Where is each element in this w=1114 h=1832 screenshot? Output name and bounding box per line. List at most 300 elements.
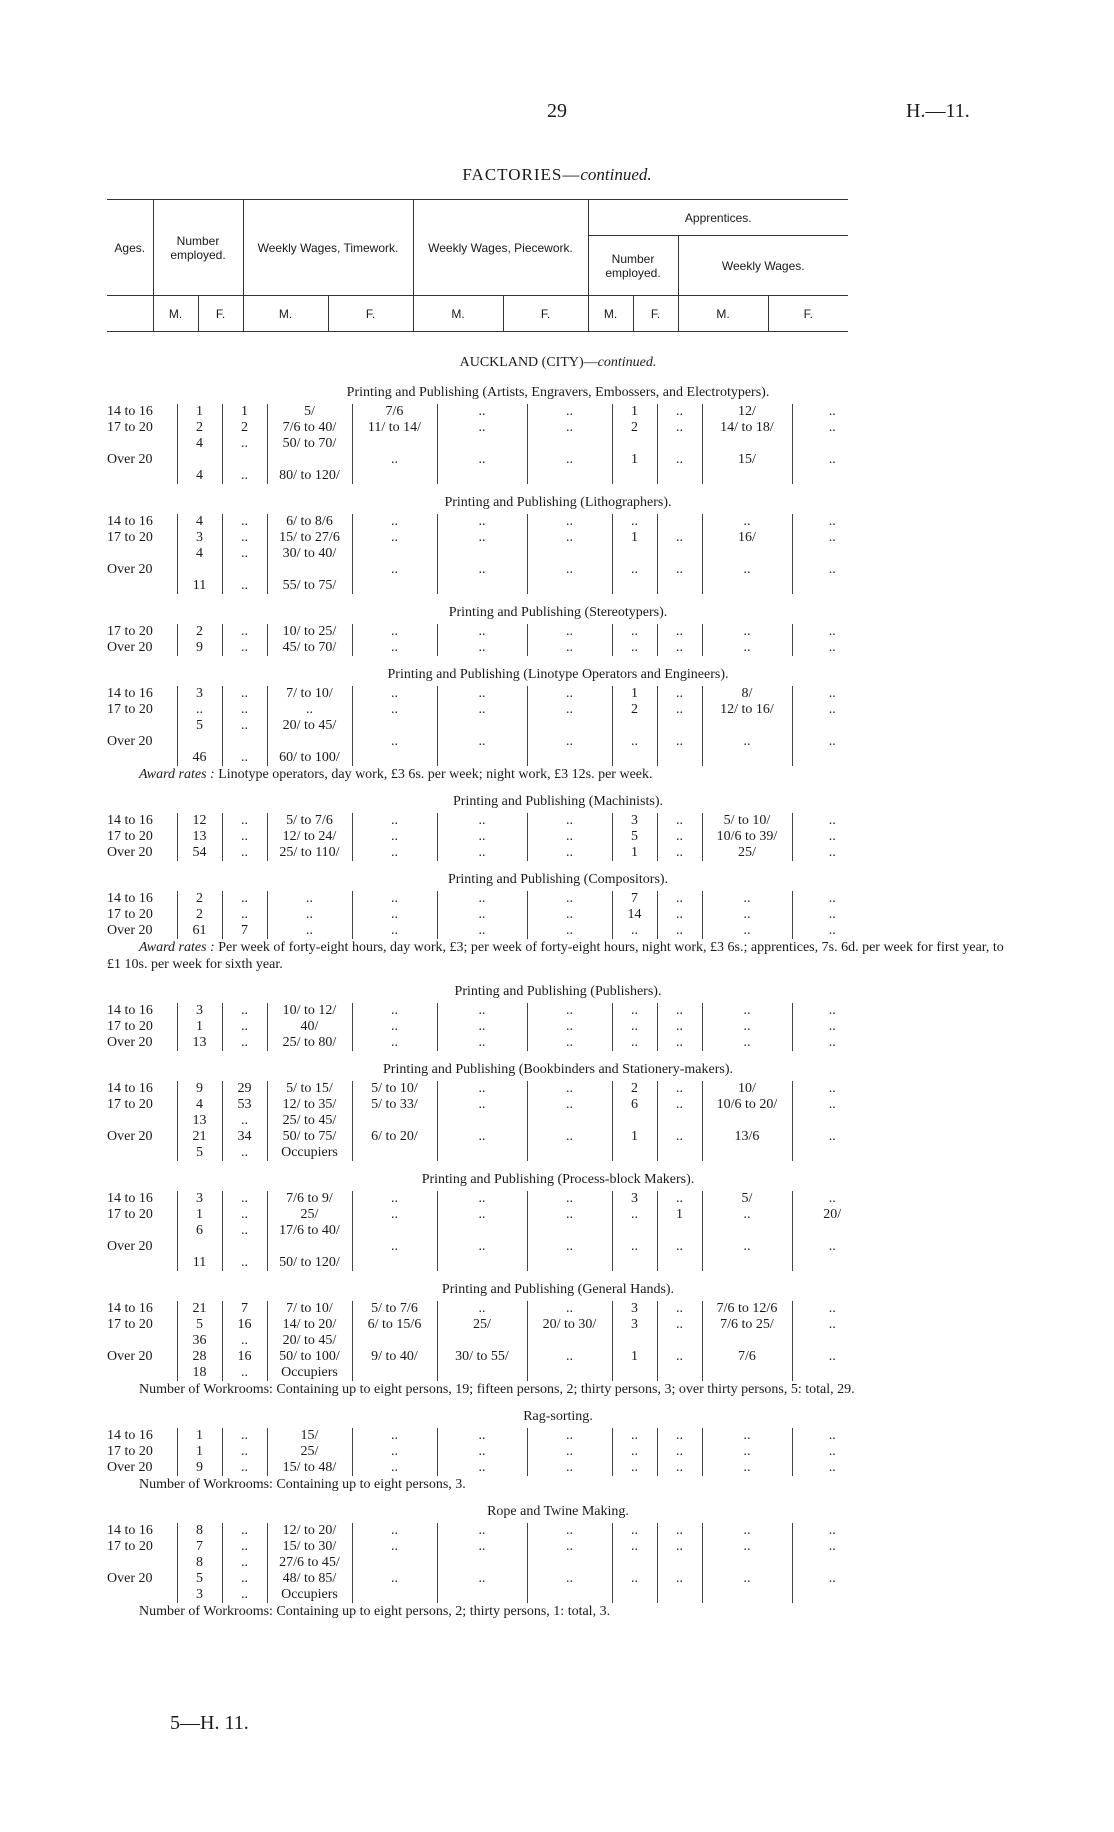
- value-cell: 1: [612, 452, 657, 468]
- table-row: [107, 514, 872, 530]
- age-cell: 14 to 16: [107, 1301, 153, 1316]
- value-cell: ..: [437, 1571, 527, 1587]
- value-cell: [222, 734, 267, 750]
- value-cell: ..: [792, 1428, 872, 1444]
- value-cell: ..: [657, 1129, 702, 1145]
- header-m: M.: [243, 296, 328, 332]
- value-cell: [612, 1333, 657, 1349]
- value-cell: ..: [222, 1571, 267, 1587]
- value-cell: 5: [177, 1145, 222, 1161]
- value-cell: ..: [792, 640, 872, 656]
- value-cell: 25/ to 45/: [267, 1113, 352, 1129]
- value-cell: ..: [527, 1444, 612, 1460]
- workrooms-note: [107, 1603, 1009, 1620]
- value-cell: ..: [657, 452, 702, 468]
- table-row: [107, 562, 872, 578]
- value-cell: 20/ to 30/: [527, 1317, 612, 1333]
- value-cell: ..: [527, 907, 612, 923]
- value-cell: ..: [657, 891, 702, 907]
- value-cell: [352, 1587, 437, 1603]
- value-cell: ..: [612, 562, 657, 578]
- value-cell: ..: [222, 546, 267, 562]
- value-cell: 45/ to 70/: [267, 640, 352, 656]
- value-cell: 50/ to 100/: [267, 1349, 352, 1365]
- value-cell: [352, 718, 437, 734]
- value-cell: [177, 1239, 222, 1255]
- value-cell: 9: [177, 1081, 222, 1097]
- value-cell: 7/6 to 9/: [267, 1191, 352, 1207]
- value-cell: [792, 546, 872, 562]
- value-cell: ..: [612, 1428, 657, 1444]
- age-cell: 17 to 20: [107, 530, 153, 545]
- value-cell: ..: [222, 1539, 267, 1555]
- value-cell: 3: [177, 686, 222, 702]
- value-cell: [527, 1333, 612, 1349]
- value-cell: ..: [352, 813, 437, 829]
- value-cell: 14/ to 20/: [267, 1317, 352, 1333]
- value-cell: ..: [702, 1571, 792, 1587]
- value-cell: ..: [657, 1539, 702, 1555]
- value-cell: ..: [527, 420, 612, 436]
- value-cell: 13: [177, 1113, 222, 1129]
- age-cell: [107, 1113, 177, 1129]
- table-row: [107, 923, 872, 939]
- table-row: [107, 640, 872, 656]
- value-cell: 7/6 to 25/: [702, 1317, 792, 1333]
- value-cell: ..: [222, 891, 267, 907]
- value-cell: ..: [527, 1428, 612, 1444]
- value-cell: ..: [657, 1428, 702, 1444]
- value-cell: ..: [527, 845, 612, 861]
- value-cell: 15/ to 30/: [267, 1539, 352, 1555]
- value-cell: [437, 578, 527, 594]
- table-row: [107, 1145, 872, 1161]
- value-cell: ..: [792, 1523, 872, 1539]
- value-cell: 12/ to 16/: [702, 702, 792, 718]
- age-cell: 17 to 20: [107, 1097, 153, 1112]
- value-cell: 25/: [702, 845, 792, 861]
- value-cell: [657, 436, 702, 452]
- value-cell: ..: [527, 1019, 612, 1035]
- section-table: [107, 1428, 872, 1476]
- value-cell: [702, 718, 792, 734]
- table-row: [107, 907, 872, 923]
- value-cell: 60/ to 100/: [267, 750, 352, 766]
- table-row: [107, 1539, 872, 1555]
- value-cell: 6/ to 8/6: [267, 514, 352, 530]
- value-cell: ..: [612, 734, 657, 750]
- value-cell: [267, 562, 352, 578]
- value-cell: ..: [437, 734, 527, 750]
- value-cell: 5: [177, 718, 222, 734]
- table-row: [107, 1223, 872, 1239]
- age-cell: Over 20: [107, 1571, 153, 1586]
- table-row: [107, 1239, 872, 1255]
- value-cell: 7: [222, 1301, 267, 1317]
- value-cell: 25/: [267, 1207, 352, 1223]
- value-cell: [657, 468, 702, 484]
- value-cell: ..: [352, 1460, 437, 1476]
- header-m: M.: [678, 296, 768, 332]
- table-row: [107, 1460, 872, 1476]
- age-cell: 14 to 16: [107, 1191, 153, 1206]
- value-cell: [657, 1255, 702, 1271]
- value-cell: 4: [177, 546, 222, 562]
- value-cell: 1: [222, 404, 267, 420]
- age-cell: Over 20: [107, 640, 153, 655]
- section-title: Printing and Publishing (Compositors).: [447, 872, 669, 887]
- value-cell: ..: [352, 1035, 437, 1051]
- value-cell: [527, 546, 612, 562]
- section-title: Printing and Publishing (Lithographers).: [444, 495, 672, 510]
- section-title: Rag-sorting.: [523, 1409, 593, 1424]
- age-cell: [107, 718, 177, 734]
- value-cell: 6: [177, 1223, 222, 1239]
- value-cell: ..: [527, 1035, 612, 1051]
- value-cell: ..: [352, 734, 437, 750]
- value-cell: [437, 1223, 527, 1239]
- sections-container: [107, 382, 1009, 1620]
- value-cell: ..: [702, 1035, 792, 1051]
- value-cell: ..: [222, 845, 267, 861]
- value-cell: 40/: [267, 1019, 352, 1035]
- value-cell: [527, 1145, 612, 1161]
- title-main: FACTORIES—: [462, 165, 581, 184]
- value-cell: ..: [527, 1571, 612, 1587]
- value-cell: ..: [222, 1523, 267, 1539]
- value-cell: ..: [352, 1444, 437, 1460]
- value-cell: 1: [177, 404, 222, 420]
- value-cell: ..: [792, 404, 872, 420]
- value-cell: ..: [437, 1428, 527, 1444]
- age-cell: Over 20: [107, 1239, 153, 1254]
- value-cell: [527, 468, 612, 484]
- note-text: Number of Workrooms: Containing up to eight persons, 19; fifteen persons, 2; thirty persons, 3; over thirty persons, 5: total, 29.: [139, 1382, 855, 1397]
- value-cell: ..: [657, 1019, 702, 1035]
- region-italic: continued.: [597, 355, 657, 370]
- value-cell: ..: [792, 1097, 872, 1113]
- value-cell: 7/6: [352, 404, 437, 420]
- value-cell: ..: [657, 530, 702, 546]
- value-cell: ..: [702, 1460, 792, 1476]
- value-cell: 21: [177, 1129, 222, 1145]
- value-cell: 7: [177, 1539, 222, 1555]
- value-cell: [267, 734, 352, 750]
- section-title: Printing and Publishing (Artists, Engravers, Embossers, and Electrotypers).: [346, 385, 770, 400]
- value-cell: [612, 1365, 657, 1381]
- value-cell: [352, 1255, 437, 1271]
- value-cell: ..: [702, 1207, 792, 1223]
- value-cell: [437, 1333, 527, 1349]
- value-cell: 16: [222, 1317, 267, 1333]
- value-cell: 50/ to 70/: [267, 436, 352, 452]
- value-cell: 30/ to 55/: [437, 1349, 527, 1365]
- age-cell: 17 to 20: [107, 1539, 153, 1554]
- value-cell: ..: [792, 1239, 872, 1255]
- table-row: [107, 718, 872, 734]
- value-cell: ..: [222, 829, 267, 845]
- value-cell: ..: [792, 1460, 872, 1476]
- value-cell: ..: [527, 813, 612, 829]
- value-cell: ..: [657, 1349, 702, 1365]
- value-cell: ..: [437, 1207, 527, 1223]
- value-cell: 5/ to 10/: [352, 1081, 437, 1097]
- value-cell: [657, 1555, 702, 1571]
- value-cell: ..: [352, 686, 437, 702]
- table-row: [107, 1523, 872, 1539]
- value-cell: ..: [657, 1301, 702, 1317]
- value-cell: [527, 1365, 612, 1381]
- table-row: [107, 1428, 872, 1444]
- value-cell: ..: [437, 702, 527, 718]
- value-cell: 16/: [702, 530, 792, 546]
- age-cell: Over 20: [107, 1035, 153, 1050]
- value-cell: 5/ to 7/6: [267, 813, 352, 829]
- value-cell: ..: [437, 562, 527, 578]
- value-cell: 1: [177, 1428, 222, 1444]
- value-cell: ..: [527, 624, 612, 640]
- value-cell: ..: [612, 514, 657, 530]
- workrooms-note: [107, 1381, 1009, 1398]
- section-title: Printing and Publishing (Process-block Makers).: [421, 1172, 695, 1187]
- value-cell: 8/: [702, 686, 792, 702]
- value-cell: 7: [222, 923, 267, 939]
- value-cell: [792, 1113, 872, 1129]
- value-cell: [792, 750, 872, 766]
- value-cell: 2: [222, 420, 267, 436]
- value-cell: [437, 750, 527, 766]
- age-cell: [107, 1145, 177, 1161]
- value-cell: ..: [612, 1019, 657, 1035]
- age-cell: 17 to 20: [107, 1207, 153, 1222]
- value-cell: 5/ to 10/: [702, 813, 792, 829]
- value-cell: ..: [612, 923, 657, 939]
- table-row: [107, 624, 872, 640]
- value-cell: ..: [352, 1523, 437, 1539]
- value-cell: ..: [222, 640, 267, 656]
- value-cell: ..: [527, 1239, 612, 1255]
- value-cell: [792, 718, 872, 734]
- age-cell: Over 20: [107, 845, 153, 860]
- header-weekly-timework: Weekly Wages, Timework.: [243, 200, 413, 296]
- table-row: [107, 813, 872, 829]
- value-cell: ..: [527, 640, 612, 656]
- value-cell: ..: [437, 686, 527, 702]
- value-cell: ..: [792, 923, 872, 939]
- value-cell: [657, 1333, 702, 1349]
- value-cell: ..: [702, 734, 792, 750]
- value-cell: ..: [657, 907, 702, 923]
- table-row: [107, 734, 872, 750]
- value-cell: 36: [177, 1333, 222, 1349]
- value-cell: ..: [222, 1444, 267, 1460]
- value-cell: ..: [352, 562, 437, 578]
- value-cell: ..: [792, 686, 872, 702]
- value-cell: ..: [527, 686, 612, 702]
- value-cell: 3: [612, 1317, 657, 1333]
- header-app-weekly: Weekly Wages.: [678, 236, 848, 296]
- section-table: [107, 624, 872, 656]
- value-cell: ..: [222, 1035, 267, 1051]
- value-cell: ..: [222, 1207, 267, 1223]
- value-cell: ..: [352, 452, 437, 468]
- value-cell: 7/6 to 40/: [267, 420, 352, 436]
- value-cell: 34: [222, 1129, 267, 1145]
- value-cell: ..: [437, 891, 527, 907]
- value-cell: ..: [657, 923, 702, 939]
- value-cell: [527, 1555, 612, 1571]
- value-cell: ..: [222, 1255, 267, 1271]
- value-cell: 13: [177, 829, 222, 845]
- value-cell: 46: [177, 750, 222, 766]
- age-cell: 14 to 16: [107, 514, 153, 529]
- value-cell: ..: [657, 624, 702, 640]
- age-cell: 14 to 16: [107, 1428, 153, 1443]
- value-cell: ..: [527, 1191, 612, 1207]
- value-cell: 20/ to 45/: [267, 718, 352, 734]
- value-cell: 15/ to 48/: [267, 1460, 352, 1476]
- value-cell: ..: [792, 624, 872, 640]
- value-cell: [612, 750, 657, 766]
- title-italic: continued.: [580, 165, 652, 184]
- page-number: 29: [547, 100, 567, 122]
- table-row: [107, 404, 872, 420]
- value-cell: [437, 1145, 527, 1161]
- value-cell: 13: [177, 1035, 222, 1051]
- value-cell: [702, 1555, 792, 1571]
- value-cell: ..: [352, 514, 437, 530]
- value-cell: [702, 1255, 792, 1271]
- value-cell: 7/6: [702, 1349, 792, 1365]
- value-cell: [657, 1145, 702, 1161]
- value-cell: 15/: [267, 1428, 352, 1444]
- age-cell: Over 20: [107, 1349, 153, 1364]
- value-cell: ..: [222, 468, 267, 484]
- age-cell: Over 20: [107, 734, 153, 749]
- value-cell: 55/ to 75/: [267, 578, 352, 594]
- note-text: Linotype operators, day work, £3 6s. per week; night work, £3 12s. per week.: [214, 767, 653, 782]
- value-cell: [702, 750, 792, 766]
- value-cell: ..: [702, 1003, 792, 1019]
- value-cell: [792, 578, 872, 594]
- value-cell: [527, 1587, 612, 1603]
- table-row: [107, 530, 872, 546]
- page-title: [0, 165, 1114, 185]
- value-cell: ..: [792, 702, 872, 718]
- value-cell: ..: [657, 640, 702, 656]
- value-cell: ..: [437, 907, 527, 923]
- value-cell: ..: [792, 907, 872, 923]
- value-cell: 61: [177, 923, 222, 939]
- age-cell: 17 to 20: [107, 829, 153, 844]
- value-cell: 5: [177, 1317, 222, 1333]
- value-cell: ..: [222, 718, 267, 734]
- value-cell: ..: [792, 1191, 872, 1207]
- value-cell: 9/ to 40/: [352, 1349, 437, 1365]
- note-text: Per week of forty-eight hours, day work, £3; per week of forty-eight hours, night work, £3 6s.; apprentices, 7s. 6d. per week for first year, to £1 10s. per week for sixth year.: [107, 940, 1004, 972]
- value-cell: ..: [222, 750, 267, 766]
- value-cell: ..: [792, 1539, 872, 1555]
- value-cell: ..: [437, 923, 527, 939]
- award-rates-note: [107, 939, 1009, 973]
- value-cell: ..: [702, 1428, 792, 1444]
- section-title: Printing and Publishing (Linotype Operators and Engineers).: [387, 667, 729, 682]
- value-cell: 1: [612, 404, 657, 420]
- value-cell: ..: [527, 734, 612, 750]
- header-f: F.: [768, 296, 848, 332]
- value-cell: [702, 468, 792, 484]
- value-cell: 21: [177, 1301, 222, 1317]
- value-cell: 12: [177, 813, 222, 829]
- table-row: [107, 1113, 872, 1129]
- value-cell: ..: [657, 1444, 702, 1460]
- header-app-number: Number employed.: [588, 236, 678, 296]
- value-cell: ..: [657, 1571, 702, 1587]
- value-cell: 5/: [702, 1191, 792, 1207]
- value-cell: ..: [437, 1460, 527, 1476]
- value-cell: ..: [527, 1129, 612, 1145]
- value-cell: [612, 1223, 657, 1239]
- value-cell: [267, 452, 352, 468]
- value-cell: [527, 718, 612, 734]
- age-cell: [107, 1365, 177, 1381]
- value-cell: ..: [702, 624, 792, 640]
- value-cell: [527, 436, 612, 452]
- value-cell: 5: [177, 1571, 222, 1587]
- table-row: [107, 1301, 872, 1317]
- value-cell: ..: [352, 829, 437, 845]
- value-cell: ..: [222, 1145, 267, 1161]
- value-cell: [702, 546, 792, 562]
- value-cell: ..: [527, 1003, 612, 1019]
- value-cell: ..: [222, 436, 267, 452]
- age-cell: [107, 1587, 177, 1603]
- table-row: [107, 1081, 872, 1097]
- value-cell: ..: [222, 686, 267, 702]
- section-table: [107, 514, 872, 594]
- value-cell: ..: [612, 1444, 657, 1460]
- age-cell: 14 to 16: [107, 686, 153, 701]
- value-cell: 25/ to 110/: [267, 845, 352, 861]
- value-cell: 1: [612, 1349, 657, 1365]
- value-cell: 10/ to 25/: [267, 624, 352, 640]
- value-cell: 11: [177, 1255, 222, 1271]
- value-cell: ..: [437, 514, 527, 530]
- value-cell: 50/ to 75/: [267, 1129, 352, 1145]
- value-cell: Occupiers: [267, 1145, 352, 1161]
- value-cell: ..: [612, 1523, 657, 1539]
- header-weekly-piecework: Weekly Wages, Piecework.: [413, 200, 588, 296]
- table-row: [107, 1129, 872, 1145]
- value-cell: ..: [792, 1129, 872, 1145]
- value-cell: 12/ to 24/: [267, 829, 352, 845]
- age-cell: 17 to 20: [107, 907, 153, 922]
- value-cell: [657, 514, 702, 530]
- value-cell: 10/6 to 20/: [702, 1097, 792, 1113]
- value-cell: ..: [792, 1317, 872, 1333]
- table-row: [107, 1365, 872, 1381]
- region-main: AUCKLAND (CITY)—: [459, 355, 598, 370]
- header-f: F.: [328, 296, 413, 332]
- value-cell: ..: [657, 1317, 702, 1333]
- value-cell: ..: [222, 702, 267, 718]
- value-cell: 1: [177, 1444, 222, 1460]
- value-cell: [267, 1239, 352, 1255]
- value-cell: ..: [527, 1301, 612, 1317]
- age-cell: [107, 1223, 177, 1239]
- value-cell: ..: [267, 907, 352, 923]
- section-table: [107, 404, 872, 484]
